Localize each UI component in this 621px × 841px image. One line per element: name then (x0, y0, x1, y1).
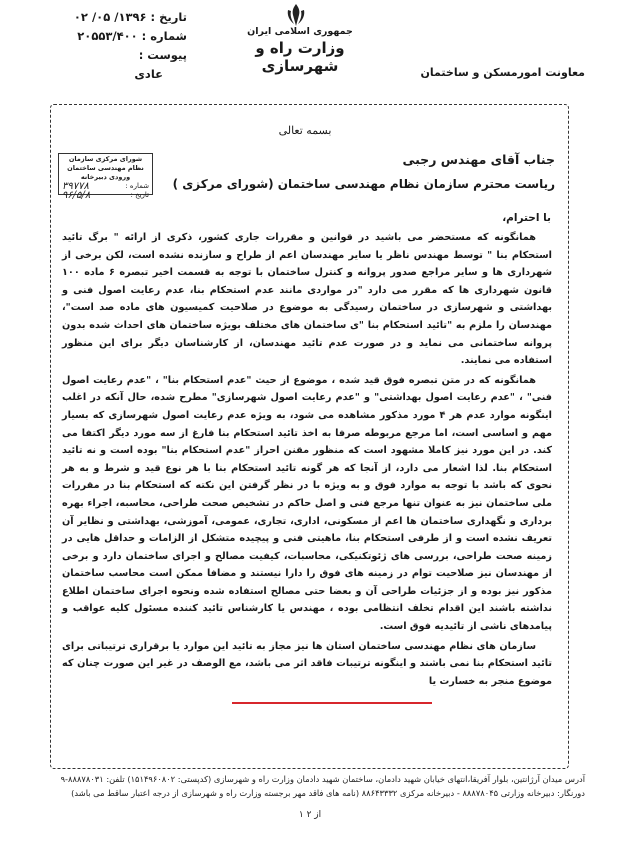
red-highlight-underline (232, 702, 432, 704)
bismillah: بسمه تعالی (278, 124, 332, 137)
deputy-name: معاونت امورمسکن و ساختمان (420, 66, 585, 79)
paragraph-2: همانگونه که در متن تبصره فوق قید شده ، موضوع از حیث "عدم استحکام بنا" ، "عدم رعایت اصول فنی" ، "عدم رعایت اصول بهداشتی" و "عدم رعایت اصول شهرسازی" مطرح شده، حال آنکه در اغلب اینگونه موارد عدم هر ۴ مورد مذکور مشاهده می شود، به ویژه عدم رعایت اصول شهرسازی که بسیار مهم و اساسی است، اما مرجع مربوطه صرفا به اخذ تائید استحکام بنا فارغ از سه مورد دیگر اکتفا می کند. در این مورد نیز کاملا مشهود است که منظور مقنن احراز "عدم استحکام بنا" بوده است و نه تائید استحکام بنا. لذا اشعار می دارد، از آنجا که هر گونه تائید استحکام بنا با هر نوع قید و شرط و به هر نحوی که باشد با توجه به موارد فوق و به ویژه با در نظر گرفتن این نکته که استحکام بنا در مقررات ملی ساختمان نیز به عنوان تنها مرجع فنی و اصل حاکم در تشخیص صحت طراحی، محاسبه، اجراء بهره برداری و نگهداری ساختمان ها اعم از مسکونی، اداری، تجاری، عمومی، آموزشی، بهداشتی و نظایر آن تعریف نشده است و از طرفی استحکام بنا، ماهیتی فنی و پیچیده متشکل از الزامات و حداقل هایی در زمینه صحت طراحی، بررسی های ژئوتکنیکی، محاسبات، کیفیت مصالح و اجرای ساختمان دارد و برخی از مهندسان نیز صلاحیت توام در زمینه های فوق را دارا نیستند و مضافا ممکن است محاسب ساختمان مذکور نیز بوده و از جزئیات طراحی آن و بعضا حتی مصالح استفاده شده ونحوه اجرای ساختمان اطلاع نداشته باشند این اقدام تخلف انتظامی بوده ، مهندس یا کارشناس تائید کننده مسئول کلیه عواقب و پیامدهای ناشی از تائیدیه فوق است. (62, 374, 552, 633)
stamp-subtitle: ورودی دبیرخانه (80, 173, 131, 181)
greeting: با احترام، (502, 212, 551, 224)
page-number: ۱ از ۲ (298, 810, 322, 820)
stamp-title: شورای مرکزی سازمان نظام مهندسی ساختمان (67, 155, 144, 172)
addressee-block (165, 152, 555, 191)
footer-fax: دورنگار: دبیرخانه وزارتی ۸۸۸۷۸۰۴۵ - دبیرخانه مرکزی ۸۸۶۴۳۳۳۲ (نامه های فاقد مهر برجسته وزارت راه و شهرسازی از درجه اعتبار ساقط می باشد) (71, 788, 585, 798)
stamp-number-label: شماره : (125, 182, 149, 190)
attachment-line: پیوست : (138, 48, 187, 62)
stamp-date-label: تاریخ : (130, 191, 149, 199)
stamp-date-value: ۹۶/۵/۸ (62, 190, 91, 201)
iran-emblem-icon (283, 2, 309, 28)
paragraph-3: سازمان های نظام مهندسی ساختمان استان ها نیز مجاز به تائید این موارد یا برقراری ترتیباتی برای تائید استحکام بنا نمی باشند و اینگونه ترتیبات فاقد اثر می باشد، مع الوصف در غیر این صورت چنان که موضوع منجر به خسارت یا (62, 640, 552, 687)
ministry-header (220, 26, 380, 75)
footer-address: آدرس میدان آرژانتین، بلوار آفریقا،انتهای خیابان شهید دادمان، ساختمان شهید دادمان وزارت راه و شهرسازی (کدپستی: ۱۵۱۴۹۶۰۸۰۲) تلفن: ۸۸۸۷۸۰۳۱-۹ (60, 774, 585, 784)
ministry-name: وزارت راه و شهرسازی (255, 39, 345, 75)
classification: عادی (134, 67, 163, 81)
date-line: تاریخ : ۱۳۹۶/ ۰۵/ ۰۲ (73, 10, 187, 24)
letter-body (62, 229, 552, 690)
letter-meta (62, 8, 187, 84)
stamp-number-value: ۳۹۷۷۸ (62, 181, 89, 192)
country-name: جمهوری اسلامی ایران (247, 26, 353, 37)
number-line: شماره : ۲۰۵۵۳/۴۰۰ (77, 29, 187, 43)
stamp-date-row (62, 191, 149, 200)
received-stamp (58, 153, 153, 201)
letter-footer (40, 772, 585, 800)
addressee-title: ریاست محترم سازمان نظام مهندسی ساختمان (شورای مرکزی ) (172, 177, 555, 191)
paragraph-1: همانگونه که مستحضر می باشید در قوانین و مقررات جاری کشور، ذکری از ارائه " برگ تائید استحکام بنا " توسط مهندس ناظر یا سایر مهندسان اعم از طراح و سازنده نشده است، لکن برخی از شهرداری ها و سایر مراجع صدور پروانه و کنترل ساختمان با توجه به قسمت اخیر تبصره ۶ ماده ۱۰۰ قانون شهرداری ها که مقرر می دارد "در مواردی مانند عدم استحکام بنا، عدم رعایت اصول فنی و بهداشتی و شهرسازی در ساختمان رسیدگی به موضوع در صلاحیت کمیسیون های ماده صد است"، مهندسان را ملزم به "تائید استحکام بنا "ی ساختمان های مختلف بویژه ساختمان های احداث شده بدون پروانه ساختمانی می نماید و در صورت عدم تائید مهندسان، از کارشناسان دیگر برای این منظور استفاده می نمایند. (62, 232, 552, 367)
addressee-name: جناب آقای مهندس رجبی (402, 152, 555, 167)
